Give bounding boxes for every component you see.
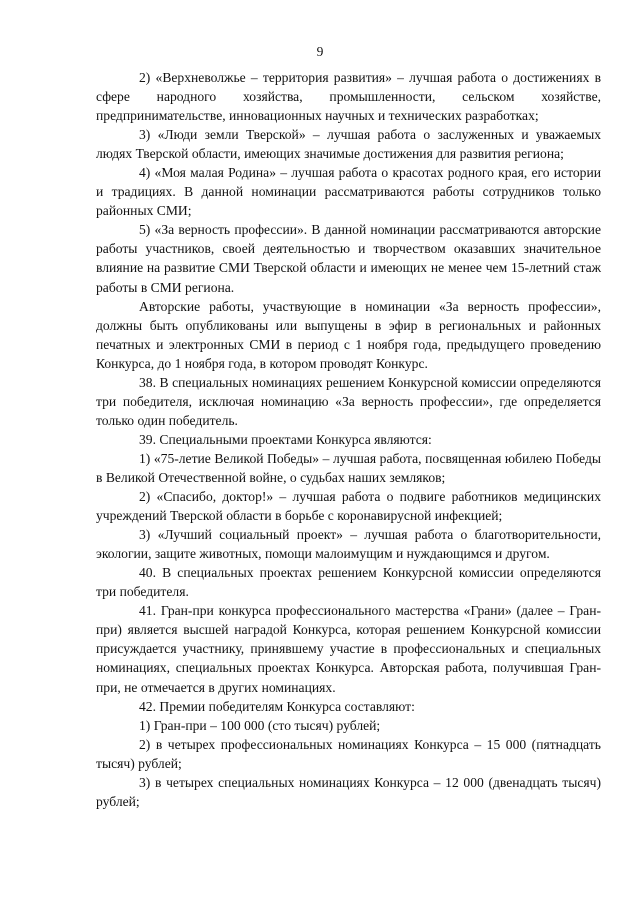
paragraph-project-3: 3) «Лучший социальный проект» – лучшая работа о благотворительности, экологии, защите животных, помощи малоимущим и нуждающимся и другом. bbox=[96, 527, 601, 562]
paragraph-clause-39: 39. Специальными проектами Конкурса являются: bbox=[139, 431, 432, 447]
paragraph-project-2: 2) «Спасибо, доктор!» – лучшая работа о подвиге работников медицинских учреждений Тверской области в борьбе с коронавирусной инфекцией; bbox=[96, 489, 601, 524]
document-body bbox=[96, 68, 601, 811]
paragraph-project-1: 1) «75-летие Великой Победы» – лучшая работа, посвященная юбилею Победы в Великой Отечественной войне, о судьбах наших земляков; bbox=[96, 450, 601, 485]
paragraph-nomination-4: 4) «Моя малая Родина» – лучшая работа о красотах родного края, его истории и традициях. В данной номинации рассматриваются работы сотрудников только районных СМИ; bbox=[96, 165, 601, 219]
paragraph-prize-3: 3) в четырех специальных номинациях Конкурса – 12 000 (двенадцать тысяч) рублей; bbox=[96, 774, 601, 809]
paragraph-clause-38: 38. В специальных номинациях решением Конкурсной комиссии определяются три победителя, исключая номинацию «За верность профессии», где определяется только один победитель. bbox=[96, 374, 601, 428]
paragraph-prize-1: 1) Гран-при – 100 000 (сто тысяч) рублей; bbox=[139, 717, 381, 733]
page-number: 9 bbox=[316, 44, 324, 59]
paragraph-clause-40: 40. В специальных проектах решением Конкурсной комиссии определяются три победителя. bbox=[96, 565, 601, 600]
paragraph-clause-42: 42. Премии победителям Конкурса составляют: bbox=[139, 698, 415, 714]
paragraph-nomination-5: 5) «За верность профессии». В данной номинации рассматриваются авторские работы участников, своей деятельностью и творчеством оказавших значительное влияние на развитие СМИ Тверской области и имеющих не менее чем 15-летний стаж работы в СМИ региона. bbox=[96, 222, 601, 295]
paragraph-author-works: Авторские работы, участвующие в номинации «За верность профессии», должны быть опубликованы или выпущены в эфир в региональных и районных печатных и электронных СМИ в период с 1 ноября года, предыдущего проведению Конкурса, до 1 ноября года, в котором проводят Конкурс. bbox=[96, 298, 601, 371]
paragraph-nomination-2: 2) «Верхневолжье – территория развития» – лучшая работа о достижениях в сфере народного хозяйства, промышленности, сельском хозяйстве, предпринимательстве, инновационных научных и технических разработках; bbox=[96, 70, 601, 124]
paragraph-nomination-3: 3) «Люди земли Тверской» – лучшая работа о заслуженных и уважаемых людях Тверской области, имеющих значимые достижения для развития региона; bbox=[96, 127, 601, 162]
paragraph-clause-41: 41. Гран-при конкурса профессионального мастерства «Грани» (далее – Гран-при) является высшей наградой Конкурса, которая решением Конкурсной комиссии присуждается участнику, принявшему участие в профессиональных и специальных номинациях, специальных проектах Конкурса. Авторская работа, получившая Гран-при, не отмечается в других номинациях. bbox=[96, 603, 601, 695]
paragraph-prize-2: 2) в четырех профессиональных номинациях Конкурса – 15 000 (пятнадцать тысяч) рублей; bbox=[96, 736, 601, 771]
